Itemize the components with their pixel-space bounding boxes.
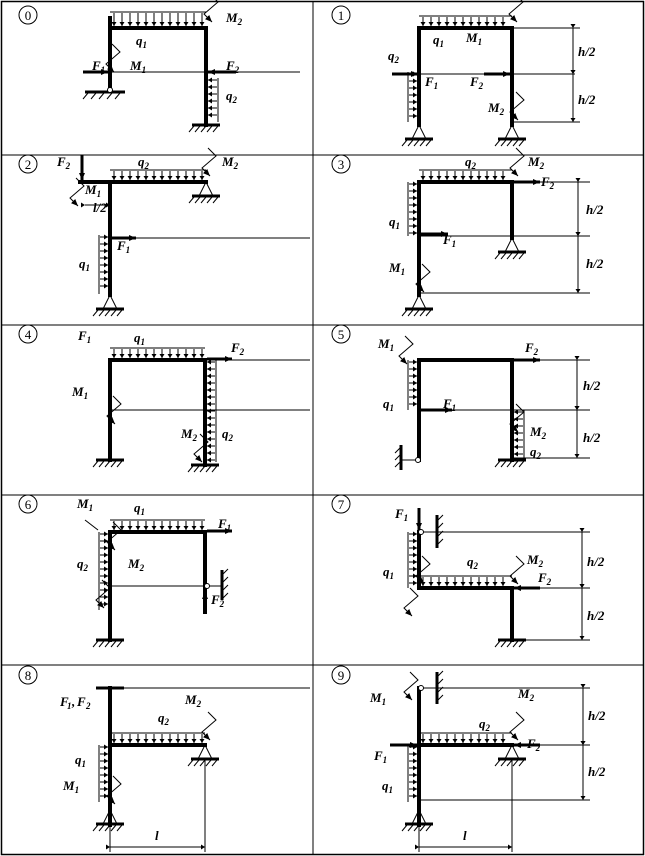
svg-text:M1: $M_1$ xyxy=(85,182,102,199)
table-grid xyxy=(1,1,644,855)
svg-text:2: 2 xyxy=(86,701,91,711)
svg-text:M2: $M_2$ xyxy=(222,154,239,171)
svg-text:F2: $F_2$ xyxy=(525,340,539,357)
svg-text:M2: $M_2$ xyxy=(528,154,545,171)
svg-text:h/2: h/2 xyxy=(587,608,605,623)
svg-text:q1: $q_1$ xyxy=(75,752,86,769)
svg-text:q2: $q_2$ xyxy=(530,444,541,461)
svg-text:l/2: l/2 xyxy=(93,200,107,215)
panel-number-0: 0 xyxy=(24,8,32,23)
scheme-8 xyxy=(59,688,310,852)
svg-text:q1: $q_1$ xyxy=(383,396,394,413)
svg-text:q2: $q_2$ xyxy=(158,710,169,727)
svg-text:F1: $F_1$ xyxy=(117,238,131,255)
svg-text:q2: $q_2$ xyxy=(465,154,476,171)
scheme-2 xyxy=(56,148,310,316)
svg-text:l: l xyxy=(463,828,467,843)
scheme-6 xyxy=(76,496,232,647)
svg-text:F1: $F_1$ xyxy=(425,74,439,91)
svg-text:F2: $F_2$ xyxy=(527,736,541,753)
svg-text:q2: $q_2$ xyxy=(226,88,237,105)
svg-text:F2: $F_2$ xyxy=(57,154,71,171)
svg-text:F2: $F_2$ xyxy=(226,58,240,75)
load-q1 xyxy=(110,12,206,26)
svg-text:q1: $q_1$ xyxy=(389,214,400,231)
svg-text:q2: $q_2$ xyxy=(388,48,399,65)
svg-text:l: l xyxy=(155,828,159,843)
svg-text:q1: $q_1$ xyxy=(433,32,444,49)
svg-text:q1: $q_1$ xyxy=(79,256,90,273)
svg-text:q1: $q_1$ xyxy=(383,564,394,581)
svg-text:,: , xyxy=(72,694,76,709)
svg-text:F: F xyxy=(77,694,86,709)
svg-text:M2: $M_2$ xyxy=(530,424,547,441)
svg-text:F2: $F_2$ xyxy=(538,570,552,587)
svg-text:q2: $q_2$ xyxy=(467,554,478,571)
svg-text:M1: $M_1$ xyxy=(63,778,80,795)
svg-text:h/2: h/2 xyxy=(586,256,604,271)
svg-text:F1: $F_1$ xyxy=(78,328,92,345)
svg-text:M1: $M_1$ xyxy=(389,260,406,277)
svg-text:q1: $q_1$ xyxy=(382,778,393,795)
svg-text:M1: $M_1$ xyxy=(130,58,147,75)
svg-text:h/2: h/2 xyxy=(588,764,606,779)
svg-text:h/2: h/2 xyxy=(583,430,601,445)
svg-text:M2: $M_2$ xyxy=(226,10,243,27)
svg-text:h/2: h/2 xyxy=(588,708,606,723)
scheme-5 xyxy=(377,336,601,470)
svg-text:q1: $q_1$ xyxy=(136,33,147,50)
scheme-0 xyxy=(83,0,300,132)
scheme-9 xyxy=(369,671,606,852)
panel-number-8: 8 xyxy=(24,668,32,683)
svg-text:M2: $M_2$ xyxy=(185,692,202,709)
panel-number-9: 9 xyxy=(337,668,345,683)
scheme-4 xyxy=(71,328,310,472)
scheme-7 xyxy=(383,506,605,647)
svg-text:F1: $F_1$ xyxy=(395,506,409,523)
scheme-3 xyxy=(388,148,604,316)
svg-text:q1: $q_1$ xyxy=(134,330,145,347)
panel-number-1: 1 xyxy=(337,8,345,23)
svg-text:M1: $M_1$ xyxy=(72,384,89,401)
svg-text:M1: $M_1$ xyxy=(378,336,395,353)
svg-text:F2: $F_2$ xyxy=(541,174,555,191)
svg-text:h/2: h/2 xyxy=(586,202,604,217)
svg-text:F1: $F_1$ xyxy=(374,748,388,765)
svg-text:M2: $M_2$ xyxy=(527,552,544,569)
panel-number-3: 3 xyxy=(337,157,345,172)
svg-text:q2: $q_2$ xyxy=(77,556,88,573)
panel-number-2: 2 xyxy=(24,157,32,172)
svg-text:h/2: h/2 xyxy=(578,44,596,59)
moment-M2-icon xyxy=(204,0,218,22)
svg-text:F1: $F_1$ xyxy=(92,58,106,75)
svg-text:F2: $F_2$ xyxy=(470,74,484,91)
svg-text:M1: $M_1$ xyxy=(77,496,94,513)
svg-text:F2: $F_2$ xyxy=(231,340,245,357)
svg-text:M2: $M_2$ xyxy=(518,686,535,703)
svg-text:M1: $M_1$ xyxy=(370,690,387,707)
load-q2 xyxy=(208,78,218,122)
svg-text:1: 1 xyxy=(67,701,72,711)
svg-text:M2: $M_2$ xyxy=(181,426,198,443)
svg-text:F1: $F_1$ xyxy=(443,396,457,413)
svg-text:q2: $q_2$ xyxy=(138,154,149,171)
svg-text:F1: $F_1$ xyxy=(443,232,457,249)
scheme-1 xyxy=(388,0,596,146)
svg-text:M1: $M_1$ xyxy=(466,30,483,47)
svg-text:h/2: h/2 xyxy=(578,92,596,107)
panel-number-4: 4 xyxy=(24,327,32,342)
svg-text:q1: $q_1$ xyxy=(134,500,145,517)
panel-number-6: 6 xyxy=(24,497,32,512)
panel-number-5: 5 xyxy=(337,327,345,342)
panel-number-7: 7 xyxy=(337,497,345,512)
panel-numbers xyxy=(19,6,350,684)
svg-text:F1: $F_1$ xyxy=(218,516,232,533)
svg-text:q2: $q_2$ xyxy=(222,426,233,443)
svg-text:h/2: h/2 xyxy=(587,554,605,569)
svg-text:h/2: h/2 xyxy=(583,378,601,393)
svg-text:F2: $F_2$ xyxy=(211,592,225,609)
svg-text:F: F xyxy=(60,694,69,709)
svg-text:M2: $M_2$ xyxy=(128,556,145,573)
svg-text:M2: $M_2$ xyxy=(488,100,505,117)
svg-text:q2: $q_2$ xyxy=(479,716,490,733)
